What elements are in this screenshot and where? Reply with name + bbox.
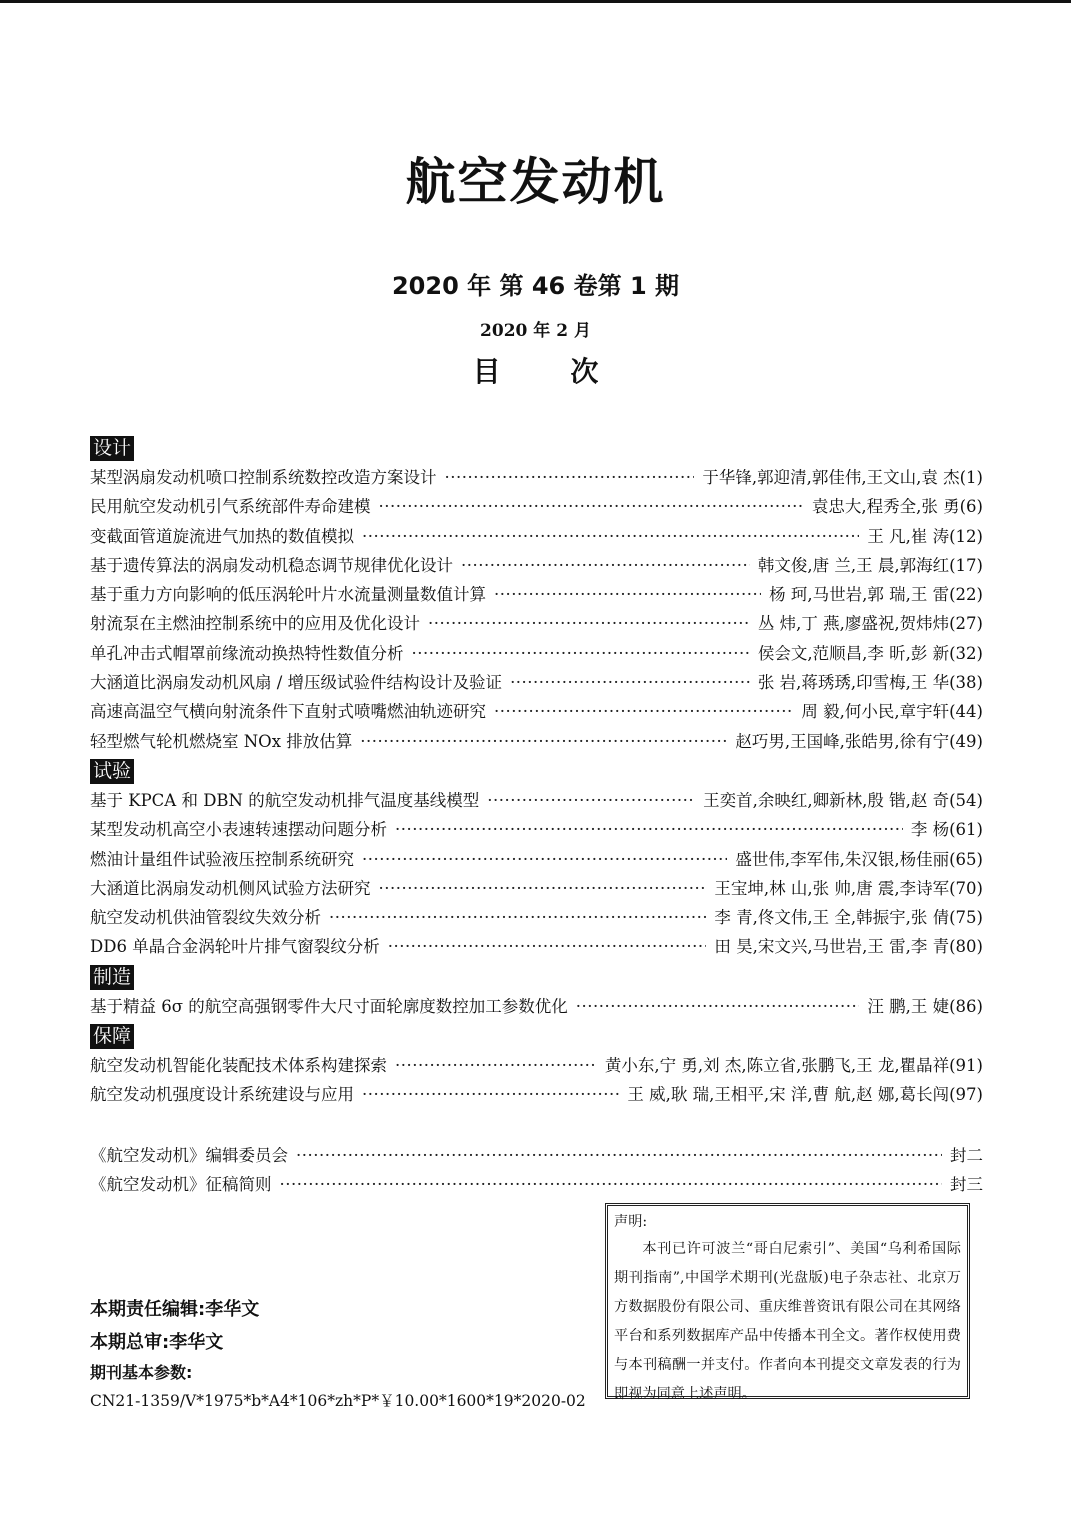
article-page: (97): [949, 1085, 983, 1105]
dot-leader: [494, 702, 793, 721]
article-title: 民用航空发动机引气系统部件寿命建模: [90, 497, 371, 517]
article-title: 高速高温空气横向射流条件下直射式喷嘴燃油轨迹研究: [90, 702, 486, 722]
article-authors: 王 凡,崔 涛: [867, 526, 950, 546]
article-page: (44): [949, 702, 983, 722]
article-title: 基于精益 6σ 的航空高强钢零件大尺寸面轮廓度数控加工参数优化: [90, 996, 568, 1016]
dot-leader: [487, 791, 695, 810]
article-authors-page: [735, 846, 983, 870]
article-title: 基于重力方向影响的低压涡轮叶片水流量测量数值计算: [90, 585, 486, 605]
dot-leader: [494, 585, 761, 604]
article-authors-page: [812, 493, 983, 517]
article-authors: 盛世伟,李军伟,朱汉银,杨佳丽: [735, 849, 950, 869]
section-label: 设计: [90, 436, 134, 461]
article-page: (12): [949, 526, 983, 546]
dot-leader: [280, 1175, 943, 1194]
dot-leader: [379, 497, 804, 516]
section-label: 试验: [90, 759, 134, 784]
article-authors-page: [735, 728, 983, 752]
editorial-info: [90, 1293, 586, 1415]
responsible-editor: 本期责任编辑:李华文: [90, 1299, 260, 1320]
toc-entry[interactable]: [90, 787, 983, 816]
article-title: 某型发动机高空小表速转速摆动问题分析: [90, 820, 387, 840]
toc-heading: 目 次: [472, 355, 599, 388]
article-page: (38): [949, 673, 983, 693]
article-page: (32): [949, 643, 983, 663]
dot-leader: [510, 673, 750, 692]
notice-heading: 声明:: [614, 1214, 648, 1230]
article-page: (22): [949, 585, 983, 605]
article-authors: 韩文俊,唐 兰,王 晨,郭海红: [757, 555, 950, 575]
article-authors-page: [911, 816, 983, 840]
article-authors: 杨 珂,马世岩,郭 瑞,王 雷: [769, 585, 950, 605]
article-authors-page: [758, 552, 983, 576]
article-authors: 黄小东,宁 勇,刘 杰,陈立省,张鹏飞,王 龙,瞿晶祥: [604, 1056, 950, 1076]
toc-entry[interactable]: [90, 1052, 983, 1081]
article-authors: 王奕首,余映红,卿新林,殷 锴,赵 奇: [703, 790, 950, 810]
copyright-notice: [605, 1203, 970, 1402]
section-label: 制造: [90, 965, 134, 990]
article-authors-page: [714, 904, 983, 928]
table-of-contents: [90, 434, 983, 1111]
toc-entry[interactable]: [90, 816, 983, 845]
toc-entry[interactable]: [90, 904, 983, 933]
article-title: 航空发动机智能化装配技术体系构建探索: [90, 1056, 387, 1076]
article-authors-page: [867, 993, 983, 1017]
article-authors: 于华锋,郭迎清,郭佳伟,王文山,袁 杰: [702, 468, 960, 487]
misc-page: 封三: [950, 1175, 983, 1195]
article-authors-page: [758, 640, 983, 664]
dot-leader: [445, 468, 695, 487]
article-authors: 王 威,耿 瑞,王相平,宋 洋,曹 航,赵 娜,葛长闯: [627, 1085, 950, 1105]
params-label: 期刊基本参数:: [90, 1363, 193, 1382]
article-page: (91): [949, 1056, 983, 1076]
toc-entry[interactable]: [90, 728, 983, 757]
article-authors: 丛 炜,丁 燕,廖盛祝,贺炜炜: [757, 614, 950, 634]
dot-leader: [388, 937, 707, 956]
article-authors-page: [627, 1081, 983, 1105]
misc-entry[interactable]: [90, 1171, 983, 1200]
section-label: 保障: [90, 1024, 134, 1049]
dot-leader: [360, 732, 727, 751]
misc-title: 《航空发动机》编辑委员会: [90, 1146, 288, 1165]
toc-entry[interactable]: [90, 669, 983, 698]
toc-entry[interactable]: [90, 993, 983, 1022]
article-authors: 王宝坤,林 山,张 帅,唐 震,李诗军: [714, 878, 950, 898]
article-title: 轻型燃气轮机燃烧室 NOx 排放估算: [90, 731, 353, 751]
dot-leader: [428, 614, 750, 633]
top-rule: [0, 0, 1071, 3]
dot-leader: [395, 820, 903, 839]
article-title: 基于遗传算法的涡扇发动机稳态调节规律优化设计: [90, 555, 453, 575]
misc-list: [90, 1142, 983, 1201]
article-page: (6): [959, 497, 983, 517]
article-authors: 田 昊,宋文兴,马世岩,王 雷,李 青: [714, 937, 950, 957]
article-authors: 周 毅,何小民,章宇轩: [801, 702, 950, 722]
article-authors-page: [702, 464, 983, 488]
dot-leader: [296, 1146, 942, 1165]
toc-entry[interactable]: [90, 846, 983, 875]
article-authors: 李 青,佟文伟,王 全,韩振宇,张 倩: [714, 908, 950, 928]
article-page: (65): [949, 849, 983, 869]
article-authors-page: [758, 610, 983, 634]
article-title: DD6 单晶合金涡轮叶片排气窗裂纹分析: [90, 937, 380, 957]
dot-leader: [362, 1085, 619, 1104]
chief-reviewer: 本期总审:李华文: [90, 1332, 224, 1353]
dot-leader: [395, 1056, 597, 1075]
article-title: 某型涡扇发动机喷口控制系统数控改造方案设计: [90, 468, 437, 487]
dot-leader: [329, 908, 706, 927]
article-title: 航空发动机强度设计系统建设与应用: [90, 1085, 354, 1105]
issue-info: 2020 年 第 46 卷第 1 期: [391, 272, 680, 300]
toc-entry[interactable]: [90, 1081, 983, 1110]
dot-leader: [412, 644, 750, 663]
article-authors: 李 杨: [910, 820, 950, 840]
article-title: 大涵道比涡扇发动机侧风试验方法研究: [90, 878, 371, 898]
article-authors-page: [769, 581, 983, 605]
misc-title: 《航空发动机》征稿简则: [90, 1175, 272, 1195]
article-title: 变截面管道旋流进气加热的数值模拟: [90, 526, 354, 546]
toc-entry[interactable]: [90, 640, 983, 669]
article-title: 燃油计量组件试验液压控制系统研究: [90, 849, 354, 869]
article-page: (1): [959, 468, 983, 487]
article-authors-page: [758, 669, 983, 693]
article-authors: 张 岩,蒋琇琇,印雪梅,王 华: [757, 673, 950, 693]
toc-entry[interactable]: [90, 610, 983, 639]
article-page: (49): [949, 731, 983, 751]
article-authors: 袁忠大,程秀全,张 勇: [811, 497, 960, 517]
article-authors-page: [714, 933, 983, 957]
article-authors: 汪 鹏,王 婕: [867, 996, 950, 1016]
params-code: CN21-1359/V*1975*b*A4*106*zh*P*￥10.00*1600*19*2020-02: [90, 1392, 586, 1410]
article-authors-page: [703, 787, 983, 811]
toc-entry[interactable]: [90, 933, 983, 962]
article-title: 大涵道比涡扇发动机风扇 / 增压级试验件结构设计及验证: [90, 673, 503, 693]
article-page: (80): [949, 937, 983, 957]
article-authors: 赵巧男,王国峰,张皓男,徐有宁: [735, 731, 950, 751]
article-authors: 侯会文,范顺昌,李 昕,彭 新: [757, 643, 950, 663]
toc-entry[interactable]: [90, 875, 983, 904]
article-authors-page: [867, 523, 983, 547]
article-authors-page: [714, 875, 983, 899]
dot-leader: [379, 879, 707, 898]
notice-body: 本刊已许可波兰“哥白尼索引”、美国“乌利希国际期刊指南”,中国学术期刊(光盘版)电子杂志社、北京万方数据股份有限公司、重庆维普资讯有限公司在其网络平台和系列数据库产品中传播本刊全文。著作权使用费与本刊稿酬一并支付。作者向本刊提交文章发表的行为即视为同意上述声明。: [614, 1241, 961, 1402]
dot-leader: [576, 997, 860, 1016]
misc-page: 封二: [950, 1146, 983, 1165]
article-page: (17): [949, 555, 983, 575]
article-authors-page: [801, 698, 983, 722]
dot-leader: [362, 527, 859, 546]
article-page: (70): [949, 878, 983, 898]
article-page: (27): [949, 614, 983, 634]
article-page: (86): [949, 996, 983, 1016]
toc-entry[interactable]: [90, 581, 983, 610]
toc-entry[interactable]: [90, 552, 983, 581]
misc-entry[interactable]: [90, 1142, 983, 1171]
article-title: 射流泵在主燃油控制系统中的应用及优化设计: [90, 614, 420, 634]
dot-leader: [362, 850, 727, 869]
article-title: 基于 KPCA 和 DBN 的航空发动机排气温度基线模型: [90, 790, 480, 810]
journal-title: 航空发动机: [405, 153, 666, 211]
article-authors-page: [605, 1052, 983, 1076]
toc-entry[interactable]: [90, 523, 983, 552]
toc-entry[interactable]: [90, 464, 983, 493]
article-page: (61): [949, 820, 983, 840]
toc-entry[interactable]: [90, 493, 983, 522]
article-title: 单孔冲击式帽罩前缘流动换热特性数值分析: [90, 643, 404, 663]
article-title: 航空发动机供油管裂纹失效分析: [90, 908, 321, 928]
issue-date: 2020 年 2 月: [480, 321, 591, 341]
dot-leader: [461, 556, 750, 575]
article-page: (54): [949, 790, 983, 810]
article-page: (75): [949, 908, 983, 928]
toc-entry[interactable]: [90, 698, 983, 727]
